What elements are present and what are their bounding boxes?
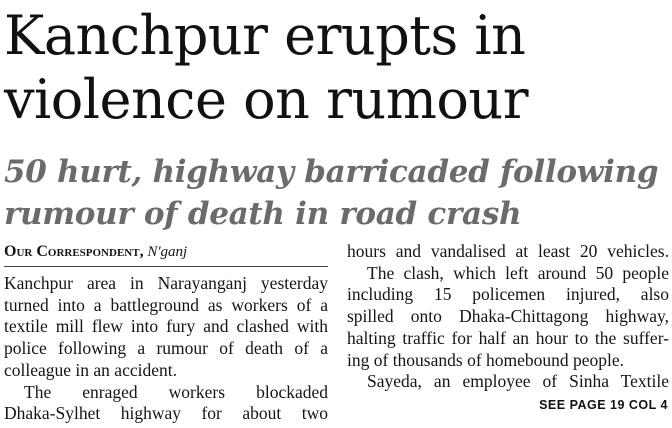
article-column-right [347, 241, 669, 393]
subheadline-line-2: rumour of death in road crash [4, 196, 522, 232]
body-line: ing of thousands of homebound people. [347, 349, 625, 370]
body-line: Sayeda, an employee of Sinha Textile [367, 371, 669, 392]
body-line: police following a rumour of death of a [4, 338, 328, 359]
headline-line-2: violence on rumour [4, 68, 529, 131]
body-line: hours and vandalised at least 20 vehicles. [347, 241, 669, 261]
byline [4, 242, 328, 267]
body-line: halting traffic for half an hour to the suffer- [347, 327, 669, 348]
body-line: spilled onto Dhaka-Chittagong highway, [347, 306, 669, 327]
body-line: colleague in an accident. [4, 359, 177, 380]
headline-line-1: Kanchpur erupts in [4, 4, 526, 67]
article-column-left [4, 242, 328, 425]
body-line: The clash, which left around 50 people [367, 262, 669, 283]
subheadline [4, 151, 658, 235]
body-line: Dhaka-Sylhet highway for about two [4, 403, 328, 424]
byline-place: N'ganj [147, 244, 188, 260]
body-line: turned into a battleground as workers of a [4, 294, 328, 315]
body-line: including 15 policemen injured, also [347, 284, 669, 305]
subheadline-line-1: 50 hurt, highway barricaded following [4, 154, 659, 190]
headline [4, 4, 528, 132]
body-line: textile mill flew into fury and clashed with [4, 316, 328, 337]
body-line: The enraged workers blockaded [24, 381, 328, 402]
byline-author: Our Correspondent, [4, 243, 144, 260]
continued-on-page-label: SEE PAGE 19 COL 4 [539, 398, 668, 412]
body-line: Kanchpur area in Narayanganj yesterday [4, 273, 328, 293]
